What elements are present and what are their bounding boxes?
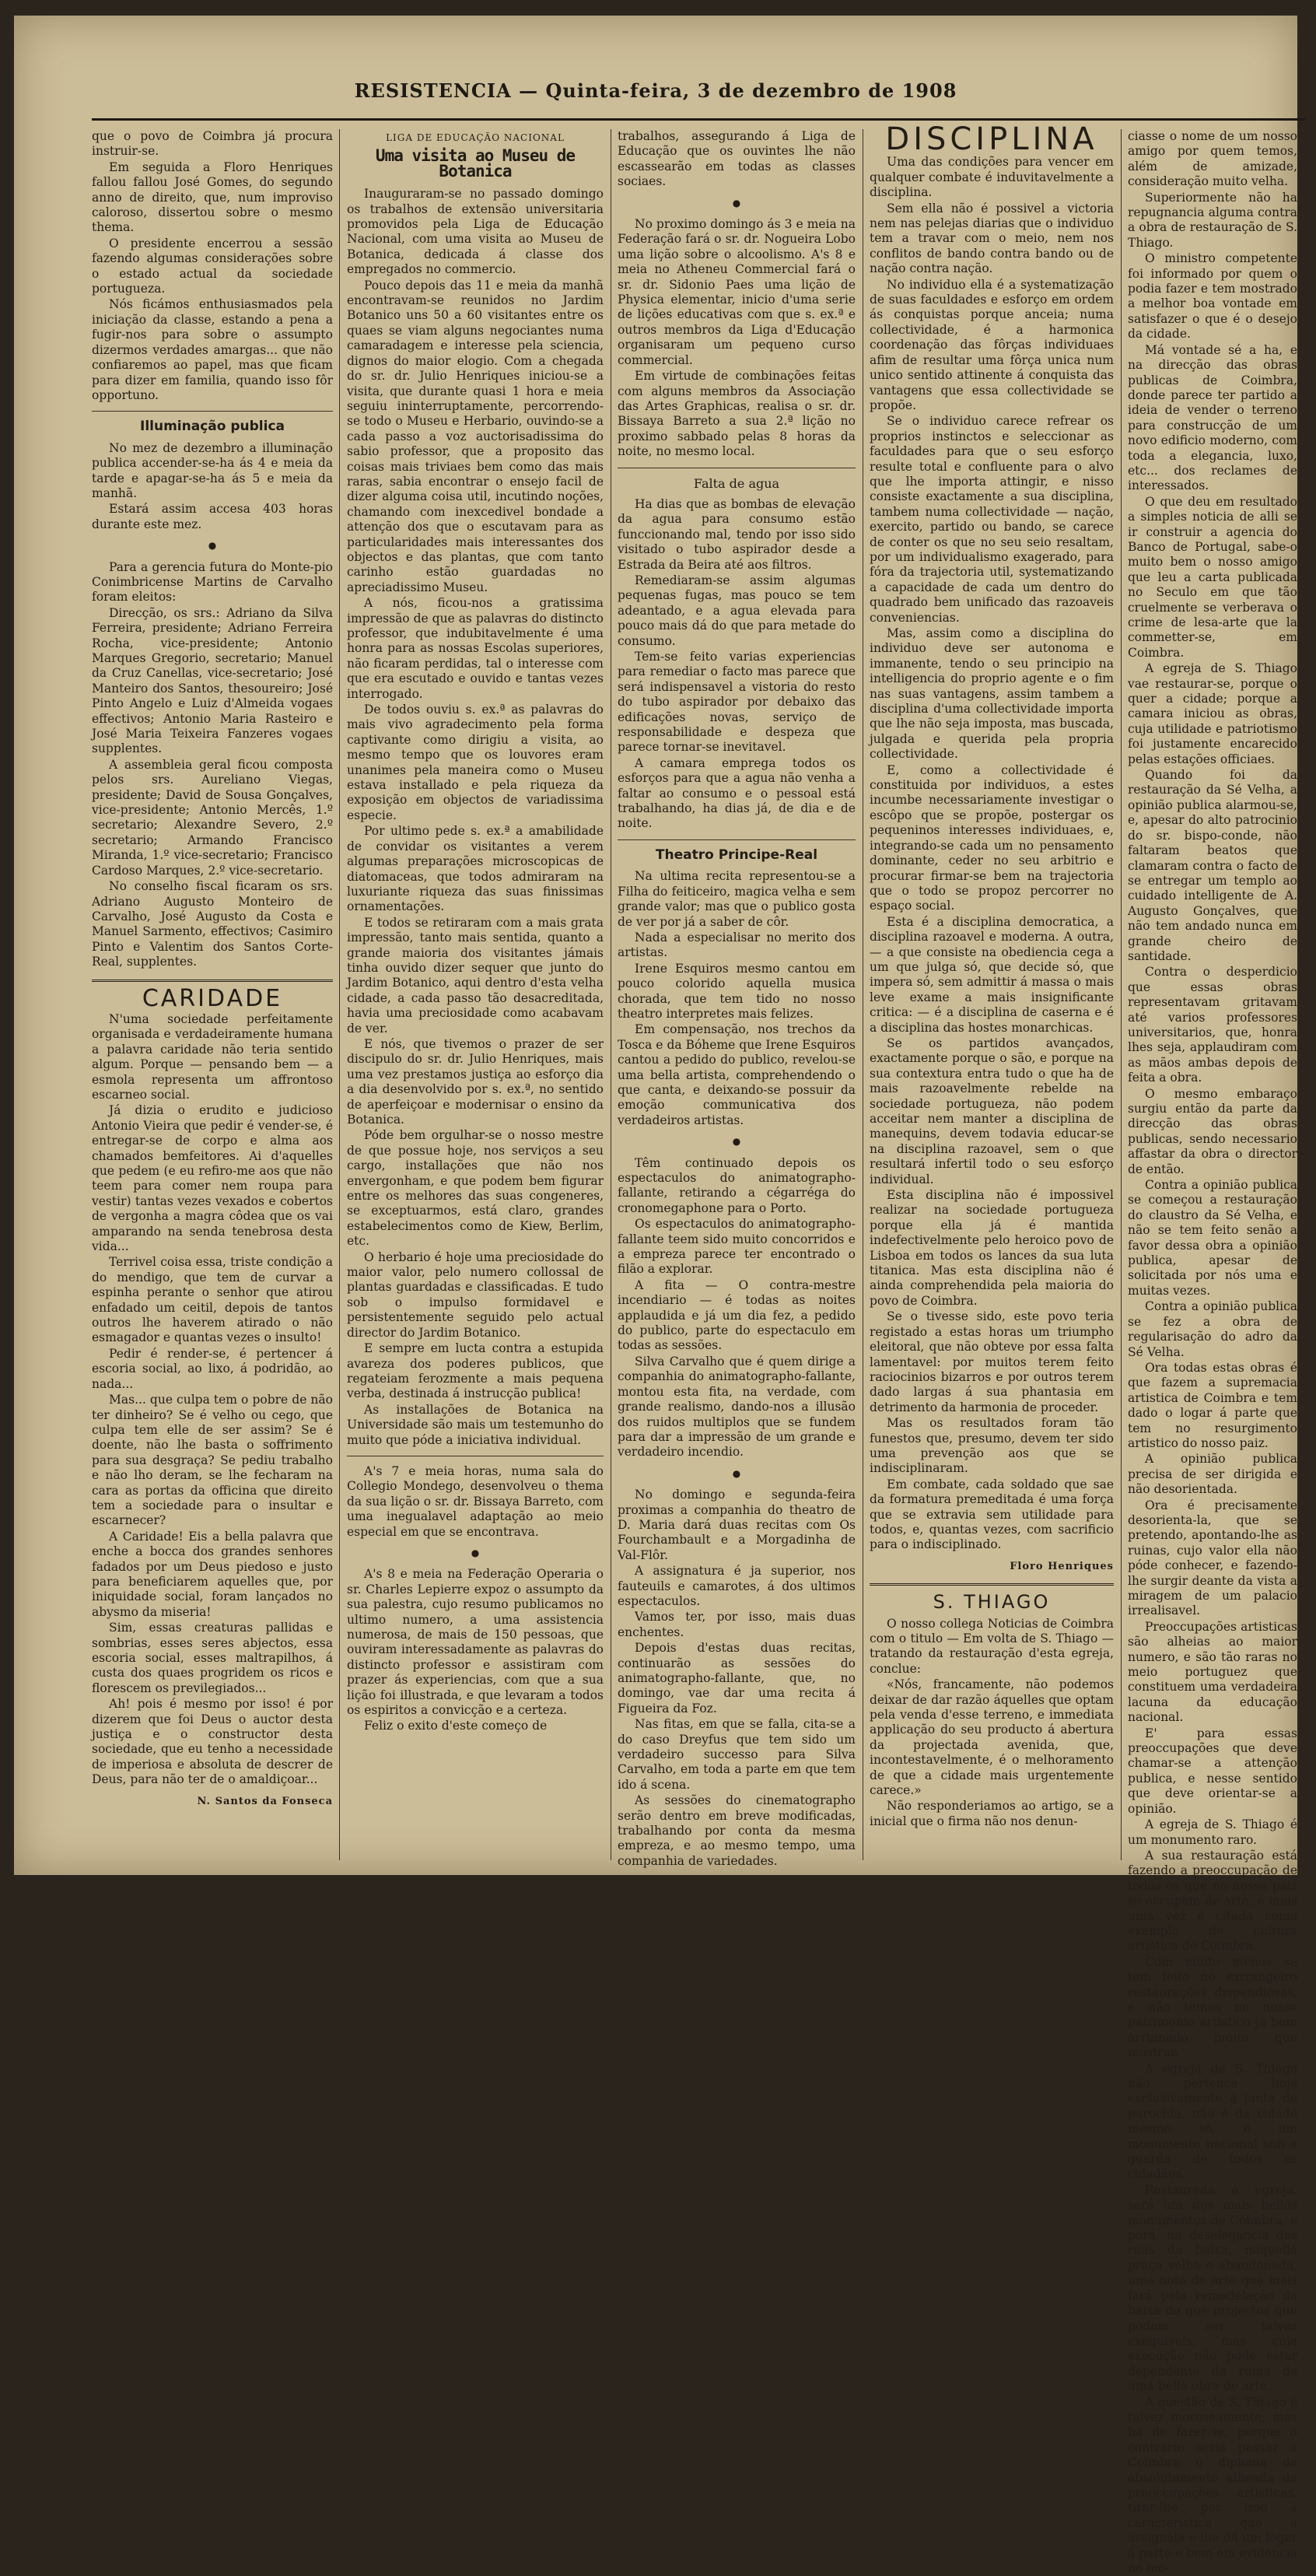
paragraph: Em virtude de combinações feitas com alguns membros da Associação das Artes Graphicas, realisa o sr. dr. Bissaya Barreto a sua 2.ª lição no proximo sabbado pelas 8 horas da noite, no mesmo local. [618, 369, 856, 459]
paragraph: Esta é a disciplina democratica, a disciplina razoavel e moderna. A outra, — a que consiste na obediencia cega a um que julga só, que decide só, que impera só, sem admittir á massa o mais leve exame a mais insignificante critica: — é a disciplina de caserna e é a disciplina das hostes monarchicas. [870, 914, 1114, 1035]
column-divider [1121, 129, 1122, 1860]
paragraph: E sempre em lucta contra a estupida avareza dos poderes publicos, que regateiam ferozmente a mais pequena verba, destinada á instrucção publica! [347, 1341, 604, 1401]
paragraph: Contra a opinião publica se começou a restauração do claustro da Sé Velha, e não se tem feito senão a favor dessa obra a opinião publica, apesar de solicitada por nós uma e muitas vezes. [1128, 1178, 1297, 1298]
paragraph: Pouco depois das 11 e meia da manhã encontravam-se reunidos no Jardim Botanico uns 50 a 60 visitantes entre os quaes se viam alguns negociantes numa camaradagem e interesse pela sciencia, dignos do maior elogio. Com a chegada do sr. dr. Julio Henriques iniciou-se a visita, que durante quasi 1 hora e meia seguiu ininterruptamente, percorrendo-se todo o Museu e Herbario, ouvindo-se a cada passo a voz auctorisadissima do sabio professor, que a proposito das coisas mais triviaes bem como das mais raras, sabia encontrar o ensejo facil de dizer alguma coisa util, incutindo noções, chamando com inexcedivel bondade a attenção dos que o escutavam para as particularidades mais interessantes dos objectos e das plantas, que com tanto carinho estão guardadas no apreciadissimo Museu. [347, 278, 604, 594]
paragraph: Se o individuo carece refrear os proprios instinctos e seleccionar as faculdades para que o seu esforço resulte total e confluente para o alvo que lhe importa attingir, e nisso consiste exactamente a sua disciplina, tambem numa collectividade — nação, exercito, partido ou bando, se carece de conter os que no seu seio resaltam, por um individualismo exagerado, para fóra da trajectoria util, systematizando a capacidade de cada um dentro do quadrado bem unificado das razoaveis conveniencias. [870, 414, 1114, 625]
paragraph: Inauguraram-se no passado domingo os trabalhos de extensão universitaria promovidos pela Liga de Educação Nacional, com uma visita ao Museu de Botanica, dedicada á classe dos empregados no commercio. [347, 187, 604, 277]
paragraph: Tem-se feito varias experiencias para remediar o facto mas parece que será indispensavel a vistoria do resto do tubo aspirador por debaixo das edificações novas, serviço de responsabilidade e despeza que parece tornar-se inevitavel. [618, 650, 856, 755]
paragraph: Nós ficámos enthusiasmados pela iniciação da classe, estando a pena a fugir-nos para sobre o assumpto dizermos verdades amargas... que não confiaremos ao papel, mas que ficam para dizer em familia, quando isso fôr opportuno. [92, 297, 333, 402]
author-signature: N. Santos da Fonseca [197, 1795, 333, 1807]
paragraph: Má vontade sé a ha, e na direcção das obras publicas de Coimbra, donde parece ter partido a ideia de vender o terreno para construcção de um novo edificio moderno, com toda a elegancia, luxo, etc... dos reclames de interessados. [1128, 342, 1297, 493]
paragraph: Mas, assim como a disciplina do individuo deve ser autonoma e immanente, tendo o seu principio na intelligencia do proprio agente e o fim nas suas vantagens, assim tambem a disciplina d'uma collectividade importa que lhe não seja imposta, mas buscada, julgada e querida pela propria collectividade. [870, 626, 1114, 762]
paragraph: Nada a especialisar no merito dos artistas. [618, 930, 856, 960]
paragraph: Quando foi da restauração da Sé Velha, a opinião publica alarmou-se, e, apesar do alto patrocinio do sr. bispo-conde, não faltaram beatos que clamaram contra o facto de se entregar um templo ao cuidado intelligente de A. Augusto Gonçalves, que não tem andado nunca em grande cheiro de santidade. [1128, 768, 1297, 963]
paragraph: Nas fitas, em que se falla, cita-se a do caso Dreyfus que tem sido um verdadeiro successo para Silva Carvalho, em toda a parte em que tem ido á scena. [618, 1717, 856, 1792]
paragraph: Terrivel coisa essa, triste condição a do mendigo, que tem de curvar a espinha perante o senhor que atirou enfadado um ceitil, depois de tantos outros lhe haverem atirado o não esmagador e quantas vezes o insulto! [92, 1255, 333, 1345]
paragraph: Irene Esquiros mesmo cantou em pouco colorido aquella musica chorada, que tem tido no nosso theatro interpretes mais felizes. [618, 961, 856, 1021]
section-title-theatro: Theatro Principe-Real [655, 846, 818, 863]
paragraph: No domingo e segunda-feira proximas a companhia do theatro de D. Maria dará duas recitas com Os Fourchambault e a Morgadinha de Val-Flôr. [618, 1488, 856, 1562]
paragraph: que o povo de Coimbra já procura instruir-se. [92, 129, 333, 159]
column-1 [92, 129, 333, 1860]
article-title-museu: Uma visita ao Museu de Botanica [375, 146, 576, 180]
paragraph: Têm continuado depois os espectaculos do animatographo-fallante, retirando a cégarréga do cronomegaphone para o Porto. [618, 1155, 856, 1215]
paragraph: Na ultima recita representou-se a Filha do feiticeiro, magica velha e sem grande valor; mas que o publico gosta de ver por já a saber de côr. [618, 869, 856, 929]
paragraph: A fita — O contra-mestre incendiario — é todas as noites applaudida e já um dia fez, a pedido do publico, parte do espectaculo em todas as sessões. [618, 1277, 856, 1353]
paragraph: Restaurada a egreja, será um dos mais bellos monumentos de Coimbra, e porá, na deselegancia das ruas da baixa, naquella praça velha e abandonada, uma nota de arte que mais fará pela remodelação da baixa do que projectos que podem ser talvez exequiveis, mas cuja execução não póde estar dependente da ruina de uma bella obra de arte. [1128, 2182, 1297, 2394]
paragraph: O que deu em resultado a simples noticia de alli se ir construir a agencia do Banco de Portugal, sabe-o muito bem o nosso amigo que leu a carta publicada no Seculo em que tão cruelmente se verberava o crime de lesa-arte que la commetter-se, em Coimbra. [1128, 494, 1297, 660]
paragraph: Feliz o exito d'este começo de [364, 1719, 548, 1733]
paragraph: Com muito menos se tem feito no extrangeiro restaurações dispendiosas, e não temos no nosso patrimonio artistico já bem arruinado muito que mostrar. [1128, 1954, 1297, 2060]
paragraph: No conselho fiscal ficaram os srs. Adriano Augusto Monteiro de Carvalho, José Augusto da Costa e Manuel Sarmento, effectivos; Casimiro Pinto e Valentim dos Santos Corte-Real, supplentes. [92, 879, 333, 969]
paragraph: Em seguida a Floro Henriques fallou fallou José Gomes, do segundo anno de direito, que, num improviso caloroso, dissertou sobre o mesmo thema. [92, 159, 333, 235]
paragraph: A opinião publica precisa de ser dirigida e não desorientada. [1128, 1452, 1297, 1497]
paragraph: O presidente encerrou a sessão fazendo algumas considerações sobre o estado actual da sociedade portugueza. [92, 236, 333, 296]
section-rule [92, 980, 333, 982]
section-rule [870, 1583, 1114, 1586]
paragraph: A nós, ficou-nos a gratissima impressão de que as palavras do distincto professor, que indubitavelmente é uma honra para as nossas Escolas superiores, não ficaram perdidas, tal o interesse com que era escutado e ouvido e tantas vezes interrogado. [347, 596, 604, 701]
paragraph: A camara emprega todos os esforços para que a agua não venha a faltar ao consumo e o pessoal está trabalhando, ha dias já, de dia e de noite. [618, 755, 856, 831]
paragraph: Depois d'estas duas recitas, continuarão as sessões do animatographo-fallante, que, no domingo, vae dar uma recita á Figueira da Foz. [618, 1641, 856, 1716]
section-rule [92, 411, 333, 412]
ornament: ● [732, 1467, 741, 1479]
section-title-agua: Falta de agua [693, 475, 780, 491]
newspaper-page [14, 16, 1297, 2575]
paragraph: Superiormente não ha repugnancia alguma contra a obra de restauração de S. Thiago. [1128, 190, 1297, 250]
paragraph: Pedir é render-se, é pertencer á escoria social, ao lixo, á podridão, ao nada... [92, 1346, 333, 1391]
masthead: RESISTENCIA — Quinta-feira, 3 de dezembro de 1908 [354, 79, 957, 102]
paragraph: Por ultimo pede s. ex.ª a amabilidade de convidar os visitantes a verem algumas preparações microscopicas de diatomaceas, que todos admiraram na luxuriante riqueza das suas finissimas ornamentações. [347, 824, 604, 914]
paragraph: No proximo domingo ás 3 e meia na Federação fará o sr. dr. Nogueira Lobo uma lição sobre o alcoolismo. A's 8 e meia no Atheneu Commercial fará o sr. dr. Sidonio Paes uma lição de Physica elementar, inicio d'uma serie de lições educativas com que s. ex.ª e outros membros da Liga d'Educação organisaram um pequeno curso commercial. [618, 217, 856, 367]
paragraph: Em combate, cada soldado que sae da formatura premeditada é uma força que se extravia sem utilidade para todos, e, quantas vezes, com sacrificio para o indisciplinado. [870, 1477, 1114, 1552]
paragraph: No individuo ella é a systematização de suas faculdades e esforço em ordem ás conquistas porque anceia; numa collectividade, é a harmonica coordenação das fôrças individuaes afim de resultar uma fôrça unica num unico sentido attinente á conquista das vantagens que essa collectividade se propõe. [870, 277, 1114, 412]
paragraph: A questão de S. Thiago é talvez moroseamente; mas ha de fazer-se, porque o contrario seria passar a Coimbra o diploma de absolutamente alheada de preoccupações artisticas, tirar-lhe por isso a caracteristica que a assignala e lhe dá um logar á parte e bem em evidencia no mo- [1128, 2395, 1297, 2575]
paragraph: O herbario é hoje uma preciosidade do maior valor, pelo numero collossal de plantas guardadas e classificadas. E tudo sob o impulso formidavel e persistentemente seguido pelo actual director do Jardim Botanico. [347, 1249, 604, 1340]
section-title-illuminacao: Illuminação publica [140, 419, 285, 435]
paragraph: Sem ella não é possivel a victoria nem nas pelejas diarias que o individuo tem a travar com o meio, nem nos conflitos de bando contra bando ou de nação contra nação. [870, 201, 1114, 276]
paragraph: Mas... que culpa tem o pobre de não ter dinheiro? Se é velho ou cego, que culpa tem elle de ser assim? Se é doente, não lhe basta o soffrimento para sua desgraça? Se pediu trabalho e não lho deram, se lhe fecharam na cara as portas da officina que direito tem a sociedade para o insultar e escarnecer? [92, 1393, 333, 1528]
paragraph: A sua restauração está fazendo a preoccupação de todos os que no nosso paiz se occupam de arte, e mais uma vez é citada como exemplo de cultura artistica de Coimbra. [1128, 1848, 1297, 1954]
paragraph: No mez de dezembro a illuminação publica accender-se-ha ás 4 e meia da tarde e apagar-se-ha ás 5 e meia da manhã. [92, 440, 333, 500]
paragraph: Ora todas estas obras é que fazem a supremacia artistica de Coimbra e tem dado o logar á parte que tem no resurgimento artistico do nosso paiz. [1128, 1360, 1297, 1450]
paragraph: N'uma sociedade perfeitamente organisada e verdadeiramente humana a palavra caridade não teria sentido algum. Porque — pensando bem — a esmola representa um affrontoso escarneo social. [92, 1011, 333, 1102]
section-kicker: LIGA DE EDUCAÇÃO NACIONAL [386, 132, 565, 143]
paragraph: As installações de Botanica na Universidade são mais um testemunho do muito que póde a iniciativa individual. [347, 1402, 604, 1447]
paragraph: «Nós, francamente, não podemos deixar de dar razão áquelles que optam pela venda d'esse terreno, e immediata applicação do seu producto á abertura da projectada avenida, que, incontestavelmente, é o melhoramento de que a cidade mais urgentemente carece.» [870, 1677, 1114, 1798]
column-5 [1128, 129, 1297, 2575]
paragraph: trabalhos, assegurando á Liga de Educação que os ouvintes lhe não escassearão em todas as classes sociaes. [618, 129, 856, 189]
paragraph: Os espectaculos do animatographo-fallante teem sido muito concorridos e a empreza parece ter encontrado o filão a explorar. [618, 1217, 856, 1277]
paragraph: Se os partidos avançados, exactamente porque o são, e porque na sua contextura entra tudo o que ha de mais razoavelmente rebelde na sociedade portugueza, não podem acceitar nem manter a disciplina de manequins, devem todavia educar-se na disciplina razoavel, sem o que resultará infertil todo o seu esforço individual. [870, 1036, 1114, 1186]
paragraph: Se o tivesse sido, este povo teria registado a estas horas um triumpho eleitoral, que não obteve por essa falta lamentavel: por muitos terem feito raciocinios bizarros e por outros terem dado largas á sua phantasia em detrimento da harmonia de proceder. [870, 1309, 1114, 1414]
paragraph: Não responderiamos ao artigo, se a inicial que o firma não nos denun- [870, 1799, 1114, 1828]
column-2 [347, 129, 604, 1860]
section-title-caridade: CARIDADE [142, 984, 283, 1012]
paragraph: E nós, que tivemos o prazer de ser discipulo do sr. dr. Julio Henriques, mais uma vez prestamos justiça ao esforço dia a dia desenvolvido por s. ex.ª, no sentido de aperfeiçoar e modernisar o ensino da Botanica. [347, 1036, 604, 1127]
paragraph: Ora é precisamente desorienta-la, que se pretendo, apontando-lhe as ruinas, cujo valor ella não póde conhecer, e fazendo-lhe surgir deante da vista a miragem de um palacio irrealisavel. [1128, 1498, 1297, 1618]
paragraph: A's 7 e meia horas, numa sala do Collegio Mondego, desenvolveu o thema da sua lição o sr. dr. Bissaya Barreto, com uma inegualavel adaptação ao meio especial em que se encontrava. [347, 1463, 604, 1539]
paragraph: Silva Carvalho que é quem dirige a companhia do animatographo-fallante, montou esta fita, na verdade, com grande realismo, dando-nos a illusão dos ruidos multiplos que se fundem para dar a impressão de um grande e verdadeiro incendio. [618, 1354, 856, 1460]
paragraph: A egreja de S. Thiago é um monumento raro. [1128, 1817, 1297, 1847]
ornament: ● [732, 1136, 741, 1148]
paragraph: O nosso collega Noticias de Coimbra com o titulo — Em volta de S. Thiago — tratando da restauração d'esta egreja, conclue: [870, 1616, 1114, 1676]
paragraph: Já dizia o erudito e judicioso Antonio Vieira que pedir é vender-se, é entregar-se de corpo e alma aos chamados bemfeitores. Ai d'aquelles que pedem (e eu refiro-me aos que não teem para comer nem roupa para vestir) tantas vezes vexados e cobertos de vergonha a magra côdea que os vai amparando na senda tenebrosa desta vida... [92, 1103, 333, 1254]
paragraph: Póde bem orgulhar-se o nosso mestre de que possue hoje, nos serviços a seu cargo, installações que não nos envergonham, e que podem bem figurar entre os melhores das suas congeneres, se exceptuarmos, está claro, grandes estabelecimentos como de Kiew, Berlim, etc. [347, 1128, 604, 1249]
paragraph: Esta disciplina não é impossivel realizar na sociedade portugueza porque ella já é mantida indefectivelmente pelo heroico povo de Lisboa em todos os lances da sua luta titanica. Mas esta disciplina não é ainda comprehendida pela maioria do povo de Coimbra. [870, 1188, 1114, 1308]
paragraph: As sessões do cinematographo serão dentro em breve modificadas, trabalhando por conta da mesma empreza, e ao mesmo tempo, uma companhia de variedades. [618, 1793, 856, 1868]
paragraph: A's 8 e meia na Federação Operaria o sr. Charles Lepierre expoz o assumpto da sua palestra, cujo resumo publicamos no ultimo numero, a uma assistencia numerosa, de mais de 150 pessoas, que ouviram interessadamente as palavras do distincto professor e assistiram com prazer ás experiencias, com que a sua lição foi illustrada, e que levaram a todos os espiritos a convicção e a certeza. [347, 1567, 604, 1718]
paragraph: O mesmo embaraço surgiu então da parte da direcção das obras publicas, sendo necessario affastar da obra o director de então. [1128, 1086, 1297, 1176]
paragraph: ciasse o nome de um nosso amigo por quem temos, além de amizade, consideração muito velha. [1128, 129, 1297, 189]
paragraph: Vamos ter, por isso, mais duas enchentes. [618, 1610, 856, 1639]
paragraph: E, como a collectividade é constituida por individuos, a estes incumbe necessariamente investigar o escôpo que se propõe, postergar os pequeninos interesses individuaes, e, integrando-se cada um no pensamento dominante, ceder no seu arbitrio e procurar firmar-se bem na trajectoria que o todo se propoz percorrer no espaço social. [870, 762, 1114, 913]
section-rule [618, 839, 856, 840]
paragraph: De todos ouviu s. ex.ª as palavras do mais vivo agradecimento pela forma captivante como dirigiu a visita, ao mesmo tempo que os louvores eram unanimes pela maneira como o Museu estava installado e pela riqueza da exposição em objectos de variadissima especie. [347, 703, 604, 822]
paragraph: Contra a opinião publica se fez a obra de regularisação do adro da Sé Velha. [1128, 1299, 1297, 1359]
column-3 [618, 129, 856, 1868]
paragraph: Ah! pois é mesmo por isso! é por dizerem que foi Deus o auctor desta justiça e o constructor desta sociedade, que eu tenho a necessidade de imperiosa e absoluta de descrer de Deus, para não ter de o amaldiçoar... [92, 1697, 333, 1787]
author-signature: Floro Henriques [1010, 1560, 1114, 1572]
paragraph: Estará assim accesa 403 horas durante este mez. [92, 502, 333, 531]
paragraph: Para a gerencia futura do Monte-pio Conimbricense Martins de Carvalho foram eleitos: [92, 559, 333, 605]
paragraph: Em compensação, nos trechos da Tosca e da Bóheme que Irene Esquiros cantou a pedido do publico, revelou-se uma bella artista, comprehendendo o que canta, e deixando-se possuir da emoção communicativa dos verdadeiros artistas. [618, 1022, 856, 1127]
paragraph: A egreja de S. Thiago não pertence hoje exclusivamente á junta de parochia, não é da cidade mesmo só, é um monumento nacional sob a guarda de todos os cidadãos. [1128, 2061, 1297, 2182]
paragraph: Preoccupações artisticas são alheias ao maior numero, e são tão raras no meio portuguez que constituem uma verdadeira lacuna da educação nacional. [1128, 1619, 1297, 1725]
paragraph: Mas os resultados foram tão funestos que, presumo, devem ter sido uma prevenção aos que se indisciplinaram. [870, 1416, 1114, 1476]
paragraph: Sim, essas creaturas pallidas e sombrias, esses seres abjectos, essa escoria social, esses maltrapilhos, á custa dos quaes progridem os ricos e florescem os previlegiados... [92, 1621, 333, 1695]
ornament: ● [208, 540, 217, 552]
paragraph: A assignatura é ja superior, nos fauteuils e camarotes, á dos ultimos espectaculos. [618, 1564, 856, 1608]
paragraph: O ministro competente foi informado por quem o podia fazer e tem mostrado a melhor boa vontade em satisfazer o que é o desejo da cidade. [1128, 251, 1297, 342]
paragraph: Remediaram-se assim algumas pequenas fugas, mas pouco se tem adeantado, e a agua elevada para pouco mais dá do que para metade do consumo. [618, 573, 856, 648]
paragraph: Uma das condições para vencer em qualquer combate é induvitavelmente a disciplina. [870, 155, 1114, 200]
masthead-rule [92, 118, 1305, 121]
paragraph: A egreja de S. Thiago vae restaurar-se, porque o quer a cidade; porque a camara iniciou as obras, cuja utilidade e patriotismo foi justamente encarecido pelas estações officiaes. [1128, 661, 1297, 766]
column-4 [870, 121, 1114, 1860]
paragraph: Ha dias que as bombas de elevação da agua para consumo estão funccionando mal, tendo por isso sido visitado o tubo aspirador desde a Estrada da Beira até aos filtros. [618, 496, 856, 572]
paragraph: Contra o desperdicio que essas obras representavam gritavam até varios professores universitarios, que, honra lhes seja, applaudiram com as mãos ambas depois de feita a obra. [1128, 965, 1297, 1085]
column-divider [339, 129, 340, 1860]
section-title-s-thiago: S. THIAGO [933, 1591, 1051, 1614]
paragraph: E' para essas preoccupações que deve chamar-se a attenção publica, e nesse sentido que deve orientar-se a opinião. [1128, 1726, 1297, 1816]
paragraph: A assembleia geral ficou composta pelos srs. Aureliano Viegas, presidente; David de Sousa Gonçalves, vice-presidente; Antonio Mercês, 1.º secretario; Alexandre Severo, 2.º secretario; Armando Francisco Miranda, 1.º vice-secretario; Francisco Cardoso Marques, 2.º vice-secretario. [92, 757, 333, 878]
ornament: ● [471, 1547, 480, 1558]
section-title-disciplina: DISCIPLINA [885, 121, 1098, 157]
paragraph: Direcção, os srs.: Adriano da Silva Ferreira, presidente; Adriano Ferreira Rocha, vice-presidente; Antonio Marques Gregorio, secretario; Manuel da Cruz Canellas, vice-secretario; José Manteiro dos Santos, thesoureiro; José Pinto Angelo e Luiz d'Almeida vogaes effectivos; Antonio Maria Rasteiro e José Maria Teixeira Fanzeres vogaes supplentes. [92, 605, 333, 756]
paragraph: E todos se retiraram com a mais grata impressão, tanto mais sentida, quanto a grande maioria dos visitantes jámais tinha ouvido dizer sequer que junto do Jardim Botanico, aqui dentro d'esta velha cidade, a cada passo tão desacreditada, havia uma preciosidade como acabavam de ver. [347, 915, 604, 1036]
paragraph: A Caridade! Eis a bella palavra que enche a bocca dos grandes senhores fadados por um Deus piedoso e justo para beneficiarem aquelles que, por iniquidade social, foram lançados no abysmo da miseria! [92, 1529, 333, 1619]
ornament: ● [732, 197, 741, 209]
